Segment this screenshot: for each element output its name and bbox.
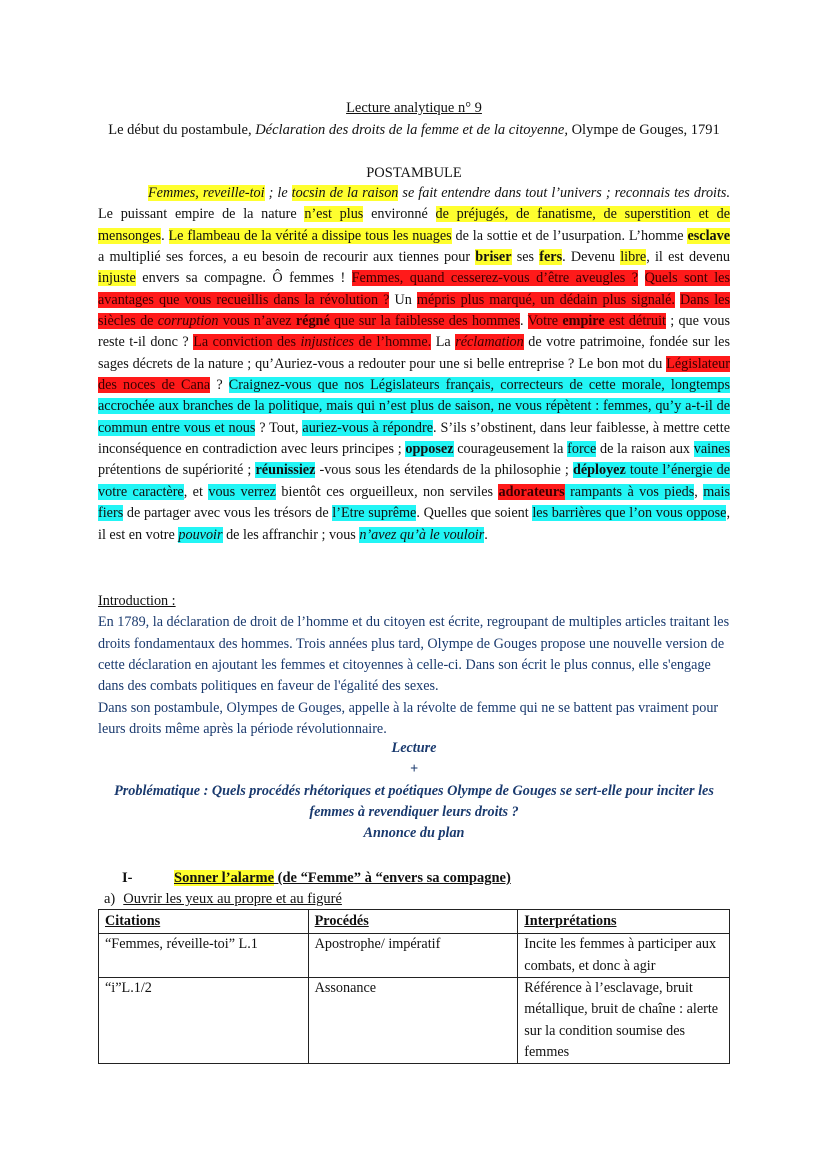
highlight-red-bold: adorateurs <box>498 483 565 500</box>
highlight-cyan: vous verrez <box>208 483 276 500</box>
highlight-cyan: auriez-vous à répondre <box>302 419 434 436</box>
subpart-letter: a) <box>104 891 116 907</box>
text-run: de les affranchir ; vous <box>222 526 360 543</box>
introduction-heading: Introduction : <box>98 593 176 609</box>
table-cell: Incite les femmes à participer aux combats, et donc à agir <box>518 934 730 978</box>
text-run: La conviction des <box>193 334 301 351</box>
annonce-label: Annonce du plan <box>363 825 465 842</box>
text-run: . <box>484 526 488 543</box>
document-subtitle <box>0 120 828 140</box>
postambule-text <box>98 183 730 546</box>
introduction-paragraph: Dans son postambule, Olympes de Gouges, appelle à la révolte de femme qui ne se battent pas vraiment pour leurs droits même après la période révolutionnaire. <box>98 699 719 738</box>
subtitle-work: Déclaration des droits de la femme et de la citoyenne, <box>255 122 568 138</box>
highlight-red <box>528 313 666 329</box>
text-run: vous n’avez <box>218 313 296 330</box>
lecture-label: Lecture <box>391 740 437 756</box>
highlight-red: Quels sont les avantages que vous recueillis dans la révolution ? <box>98 270 731 308</box>
plan-section <box>0 738 828 845</box>
introduction-section <box>98 591 730 740</box>
highlight-cyan-italic: pouvoir <box>178 526 223 543</box>
text-run: environné <box>363 206 436 223</box>
highlight-cyan-bold: déployez <box>572 462 626 479</box>
introduction-paragraph: En 1789, la déclaration de droit de l’homme et du citoyen est écrite, regroupant de multiples articles traitant les droits fondamentaux des hommes. Trois années plus tard, Olympe de Gouges propose une nouvelle version de cette déclaration en ajoutant les femmes et citoyennes à celle-ci. Dans son écrit le plus connus, elle s'engage dans des combats politiques en faveur de l'égalité des sexes. <box>98 614 730 695</box>
title-text: Lecture analytique n° 9 <box>346 100 482 116</box>
table-row <box>99 978 730 1064</box>
table-header-row <box>99 910 730 934</box>
text-run: envers sa compagne. Ô femmes ! <box>135 270 352 287</box>
text-run: La <box>431 334 456 351</box>
highlight-yellow-bold: briser <box>475 249 512 266</box>
plus-sign: + <box>409 761 419 778</box>
column-header-procedes: Procédés <box>308 910 518 934</box>
text-run: de votre patrimoine, fondée sur les sages décrets de la nature ; qu’Auriez-vous a redouter pour une si belle entreprise ? Le bon mot du <box>98 334 730 372</box>
text-run: est détruit <box>604 313 666 330</box>
table-cell: Référence à l’esclavage, bruit métallique, bruit de chaîne : alerte sur la condition soumise des femmes <box>518 978 730 1064</box>
text-run: prétentions de supériorité ; <box>98 462 256 479</box>
highlight-cyan: Craignez-vous que nos Législateurs français, correcteurs de cette morale, longtemps accrochée aux branches de la politique, mais qui n’est plus de saison, ne vous répètent : femmes, qu’y a-t-il de commun entre vous et nous <box>98 377 730 436</box>
text-run-italic: corruption <box>157 313 219 330</box>
highlight-yellow: de préjugés, de fanatisme, de superstition et de mensonges <box>98 206 730 244</box>
part-number: I- <box>122 870 133 886</box>
text-run: bientôt ces orgueilleux, non serviles <box>276 483 499 500</box>
highlight-yellow: libre <box>620 249 647 266</box>
highlight-cyan: force <box>567 441 597 458</box>
table-cell: Assonance <box>308 978 518 1064</box>
highlight-cyan-bold: opposez <box>405 441 454 458</box>
text-run: ; le <box>264 185 292 201</box>
text-run: . <box>520 313 528 330</box>
highlight-cyan-bold: réunissiez <box>255 462 316 479</box>
table-cell: Apostrophe/ impératif <box>308 934 518 978</box>
text-run: de partager avec vous les trésors de <box>123 505 333 522</box>
analysis-table <box>98 909 730 1064</box>
highlight-cyan: vaines <box>693 441 730 458</box>
highlight-red <box>193 334 431 350</box>
text-run: se fait entendre dans tout l’univers ; reconnais tes droits. <box>398 185 730 201</box>
text-run-italic: injustices <box>300 334 355 351</box>
text-run: ; que vous reste t-il donc ? <box>98 313 730 351</box>
column-header-citations: Citations <box>99 910 309 934</box>
table-row <box>99 934 730 978</box>
text-run: de la raison aux <box>596 441 694 458</box>
text-run: courageusement la <box>453 441 568 458</box>
text-run <box>638 270 644 286</box>
highlight-cyan: toute l’énergie de votre caractère <box>98 462 731 500</box>
highlight-yellow: Femmes, reveille-toi <box>148 185 265 201</box>
highlight-red: Femmes, quand cesserez-vous d’être aveugles ? <box>351 270 639 287</box>
highlight-cyan: les barrières que l’on vous oppose <box>532 505 727 522</box>
highlight-yellow: tocsin de la raison <box>291 185 399 201</box>
text-run: Dans les siècles de <box>98 291 731 330</box>
text-run: ? Tout, <box>255 419 303 436</box>
text-run: -vous sous les étendards de la philosophie ; <box>315 462 573 479</box>
table-cell: “i”L.1/2 <box>99 978 309 1064</box>
highlight-yellow-bold: fers <box>539 249 563 266</box>
text-run: . Devenu <box>562 249 621 266</box>
text-run: a multiplié ses forces, a eu besoin de recourir aux tiennes pour <box>98 249 476 266</box>
text-run: . S’ils s’obstinent, dans leur faiblesse, à mettre cette inconséquence en contradiction avec leurs principes ; <box>98 419 730 458</box>
highlight-yellow: injuste <box>98 270 136 287</box>
highlight-cyan: l’Etre suprême <box>332 505 417 522</box>
part-one-heading <box>122 868 511 888</box>
text-run: , <box>694 483 704 500</box>
text-run-bold: empire <box>562 313 605 330</box>
subpart-title: Ouvrir les yeux au propre et au figuré <box>123 891 342 907</box>
highlight-cyan: rampants à vos pieds <box>564 483 695 500</box>
subtitle-post: Olympe de Gouges, 1791 <box>567 122 720 138</box>
section-title: POSTAMBULE <box>366 165 462 181</box>
part-title-highlight: Sonner l’alarme <box>174 870 275 886</box>
text-run: de l’homme. <box>354 334 432 351</box>
column-header-interpretations: Interprétations <box>518 910 730 934</box>
text-run: ses <box>511 249 540 266</box>
highlight-yellow: n’est plus <box>304 206 364 223</box>
postambule-paragraph <box>98 183 730 546</box>
text-run: . Quelles que soient <box>416 505 533 522</box>
highlight-red: Législateur des noces de Cana <box>98 355 730 394</box>
text-run: de la sottie et de l’usurpation. L’homme <box>451 227 688 244</box>
highlight-red-italic: réclamation <box>455 334 524 351</box>
subtitle-pre: Le début du postambule, <box>108 122 256 138</box>
subpart-a-heading <box>104 889 342 909</box>
text-run: , il est en votre <box>98 505 731 543</box>
text-run: Votre <box>527 313 563 330</box>
text-run: ? <box>210 377 229 394</box>
highlight-red: mépris plus marqué, un dédain plus signalé. <box>416 291 675 308</box>
highlight-yellow-bold: esclave <box>687 227 731 244</box>
text-run: . <box>161 227 169 244</box>
problematique-line: femmes à revendiquer leurs droits ? <box>309 804 519 821</box>
text-run: Le puissant empire de la nature <box>98 206 305 223</box>
text-run: , et <box>183 483 209 500</box>
highlight-cyan-italic: n’avez qu’à le vouloir <box>359 526 485 543</box>
text-run: , il est devenu <box>646 249 731 266</box>
table-cell: “Femmes, réveille-toi” L.1 <box>99 934 309 978</box>
highlight-yellow: Le flambeau de la vérité a dissipe tous les nuages <box>168 227 452 244</box>
document-title <box>0 98 828 118</box>
text-run: Un <box>389 291 417 308</box>
part-title-rest: (de “Femme” à “envers sa compagne) <box>274 870 511 886</box>
highlight-cyan: mais fiers <box>98 483 730 522</box>
text-run: que sur la faiblesse des hommes <box>329 313 521 330</box>
problematique-line: Problématique : Quels procédés rhétoriques et poétiques Olympe de Gouges se sert-elle pour inciter les <box>114 782 714 799</box>
text-run-bold: régné <box>295 313 330 330</box>
